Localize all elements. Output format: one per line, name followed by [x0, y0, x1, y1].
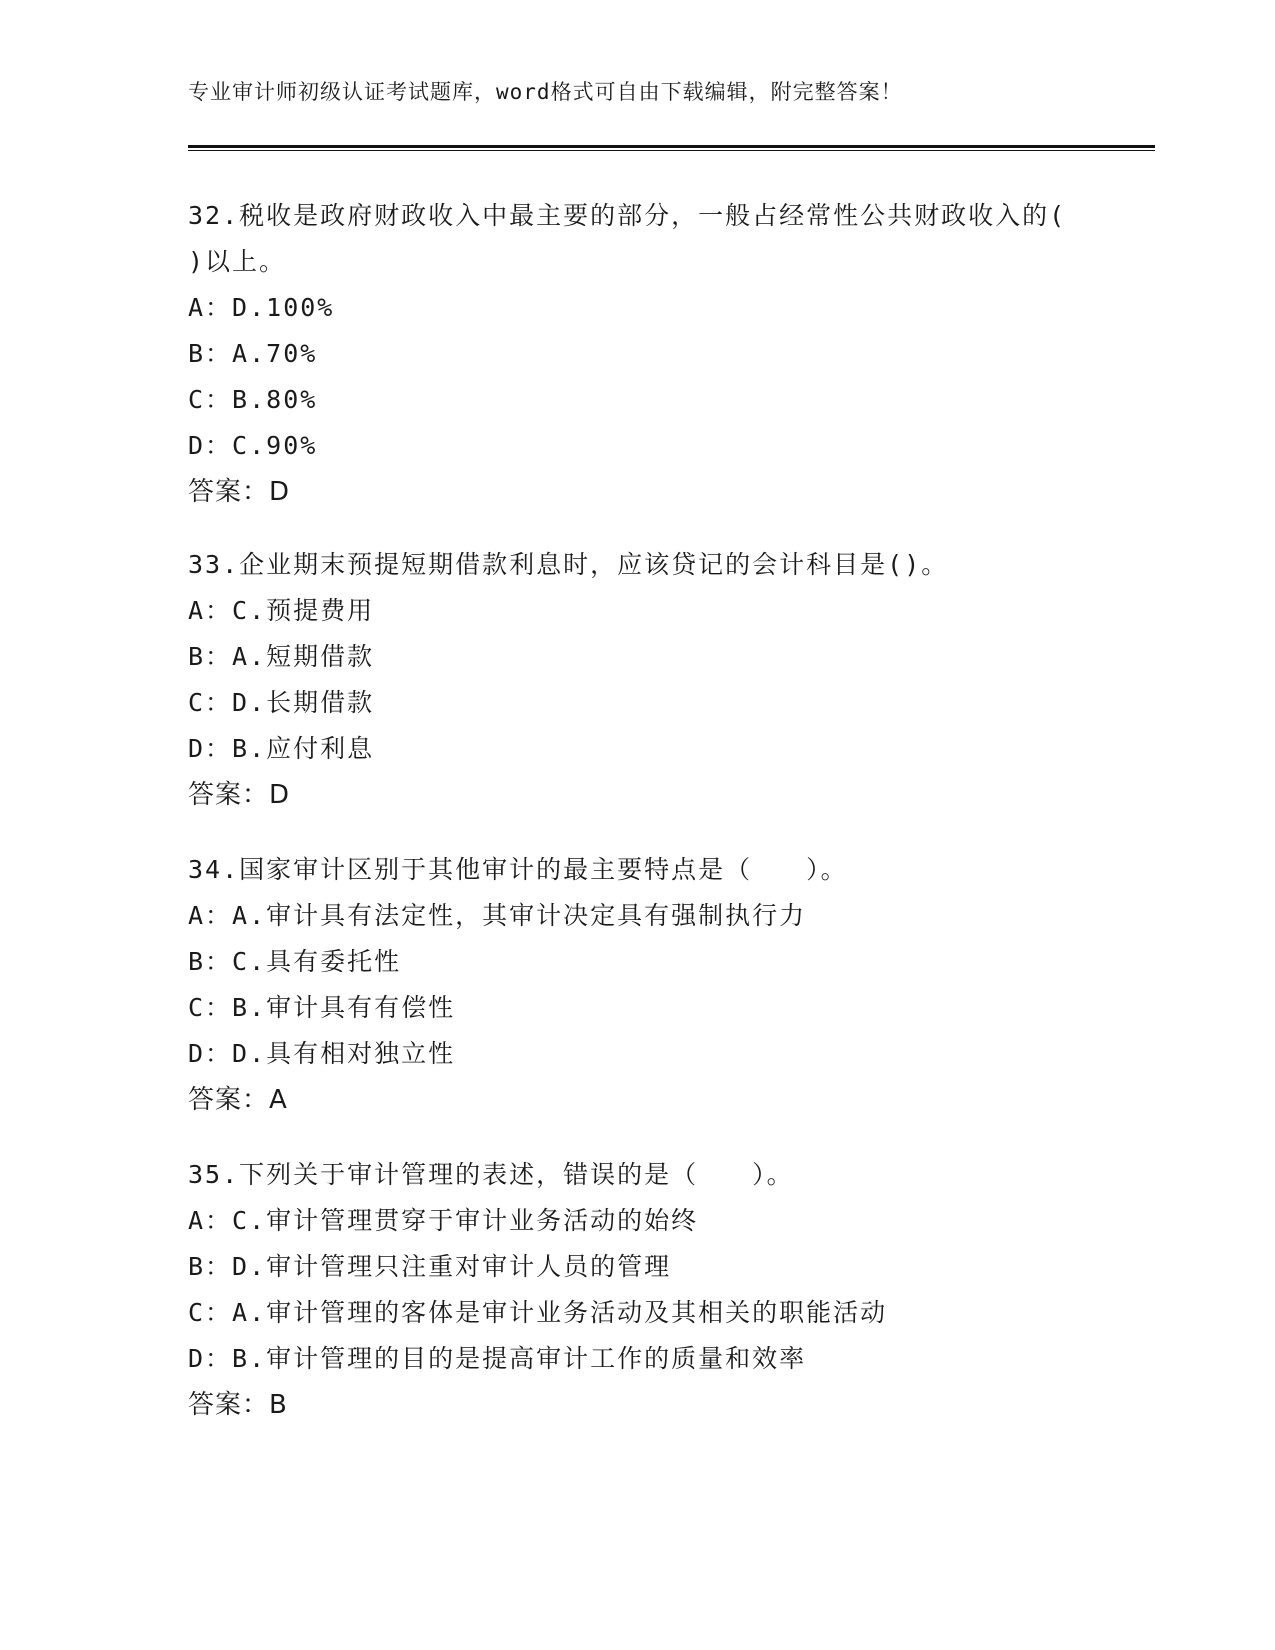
option-c: C：D.长期借款: [188, 688, 375, 717]
option-d: D：B.应付利息: [188, 734, 375, 763]
header-divider-thick: [188, 145, 1155, 148]
question-33: [188, 542, 1088, 818]
question-stem: 33.企业期末预提短期借款利息时，应该贷记的会计科目是()。: [188, 550, 949, 579]
answer-line: 答案：D: [188, 477, 291, 507]
option-a: A：C.审计管理贯穿于审计业务活动的始终: [188, 1206, 699, 1235]
option-d: D：B.审计管理的目的是提高审计工作的质量和效率: [188, 1344, 807, 1373]
option-d: D：D.具有相对独立性: [188, 1039, 456, 1068]
option-c: C：B.80%: [188, 385, 318, 414]
option-c: C：A.审计管理的客体是审计业务活动及其相关的职能活动: [188, 1298, 888, 1327]
question-35: [188, 1152, 1088, 1428]
question-34: [188, 847, 1088, 1123]
question-stem: 32.税收是政府财政收入中最主要的部分，一般占经常性公共财政收入的( )以上。: [188, 201, 1067, 276]
question-stem: 34.国家审计区别于其他审计的最主要特点是（ ）。: [188, 855, 848, 884]
question-32: [188, 193, 1088, 515]
option-d: D：C.90%: [188, 431, 318, 460]
answer-line: 答案：B: [188, 1390, 288, 1420]
page-header: 专业审计师初级认证考试题库，word格式可自由下载编辑，附完整答案！: [188, 80, 903, 104]
answer-line: 答案：D: [188, 780, 291, 810]
answer-line: 答案：A: [188, 1085, 288, 1115]
option-b: B：D.审计管理只注重对审计人员的管理: [188, 1252, 672, 1281]
option-a: A：A.审计具有法定性，其审计决定具有强制执行力: [188, 901, 807, 930]
option-b: B：A.短期借款: [188, 642, 375, 671]
option-c: C：B.审计具有有偿性: [188, 993, 456, 1022]
question-stem: 35.下列关于审计管理的表述，错误的是（ ）。: [188, 1160, 794, 1189]
option-a: A：C.预提费用: [188, 596, 375, 625]
option-a: A：D.100%: [188, 293, 335, 322]
option-b: B：C.具有委托性: [188, 947, 402, 976]
option-b: B：A.70%: [188, 339, 318, 368]
header-divider-thin: [188, 150, 1155, 151]
